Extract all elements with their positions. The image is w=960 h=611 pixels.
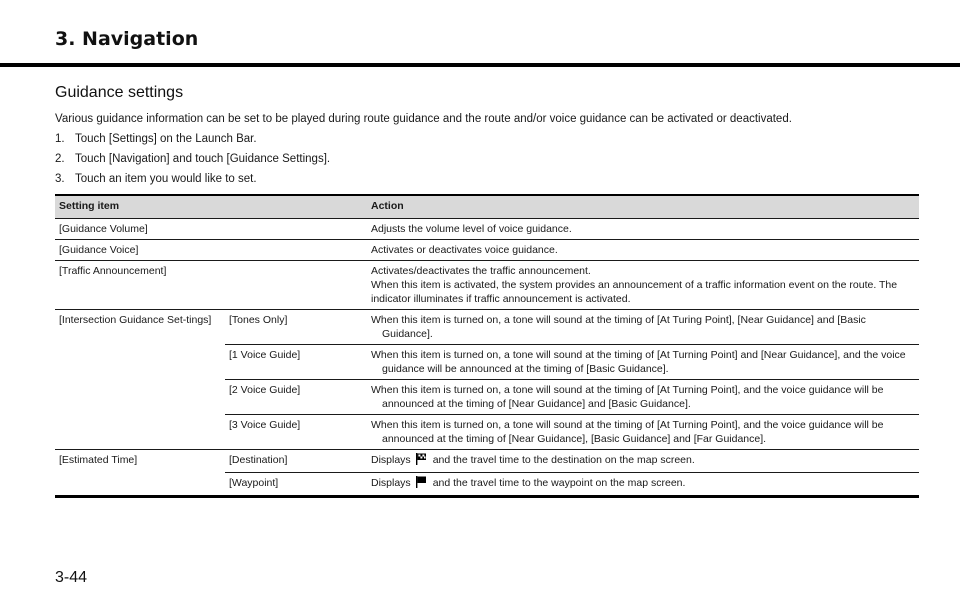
action-note: When this item is activated, the system provides an announcement of a traffic information event on the route. The indicator illuminates if traffic announcement is activated. xyxy=(371,279,898,305)
action-suffix: and the travel time to the waypoint on the map screen. xyxy=(432,477,686,489)
setting-item-cell: [Estimated Time] xyxy=(55,450,225,497)
action-text: When this item is turned on, a tone will sound at the timing of [At Turning Point], and the voice guidance will be announced at the timing of [Near Guidance], [Basic Guidance] and [Far Guidance]. xyxy=(371,419,884,445)
table-row xyxy=(55,450,919,473)
sub-item-cell: [Tones Only] xyxy=(225,310,367,345)
sub-item-cell: [2 Voice Guide] xyxy=(225,380,367,415)
page-number: 3-44 xyxy=(55,569,88,586)
step-text: Touch [Settings] on the Launch Bar. xyxy=(75,133,257,145)
action-cell xyxy=(367,310,919,345)
step-text: Touch [Navigation] and touch [Guidance Settings]. xyxy=(75,153,331,165)
step-3 xyxy=(55,173,257,185)
table-row xyxy=(55,310,919,345)
setting-item-cell: [Guidance Volume] xyxy=(55,219,367,240)
table-row xyxy=(55,219,919,240)
action-cell: Adjusts the volume level of voice guidance. xyxy=(367,219,919,240)
chapter-title: 3. Navigation xyxy=(55,28,199,50)
action-suffix: and the travel time to the destination on the map screen. xyxy=(432,454,695,466)
sub-item-cell: [Waypoint] xyxy=(225,473,367,497)
step-1 xyxy=(55,133,257,145)
action-cell xyxy=(367,450,919,473)
table-row xyxy=(55,240,919,261)
guidance-settings-table xyxy=(55,194,919,498)
sub-item-cell: [3 Voice Guide] xyxy=(225,415,367,450)
action-text: When this item is turned on, a tone will sound at the timing of [At Turning Point] and [Near Guidance], and the voice guidance will be announced at the timing of [Basic Guidance]. xyxy=(371,349,906,375)
checkered-flag-icon xyxy=(415,453,427,469)
action-prefix: Displays xyxy=(371,477,411,489)
action-text: When this item is turned on, a tone will sound at the timing of [At Turning Point], and the voice guidance will be announced at the timing of [Near Guidance] and [Basic Guidance]. xyxy=(371,384,884,410)
step-number: 3. xyxy=(55,173,65,185)
action-cell xyxy=(367,261,919,310)
table-header-row xyxy=(55,195,919,219)
setting-item-cell: [Traffic Announcement] xyxy=(55,261,367,310)
setting-item-cell: [Guidance Voice] xyxy=(55,240,367,261)
solid-flag-icon xyxy=(415,476,427,492)
intro-paragraph: Various guidance information can be set to be played during route guidance and the route and/or voice guidance can be activated or deactivated. xyxy=(55,113,792,125)
action-cell xyxy=(367,415,919,450)
section-title: Guidance settings xyxy=(55,84,184,101)
action-cell: Activates or deactivates voice guidance. xyxy=(367,240,919,261)
header-setting-item: Setting item xyxy=(55,195,367,219)
step-number: 1. xyxy=(55,133,65,145)
action-cell xyxy=(367,380,919,415)
action-cell xyxy=(367,473,919,497)
table-row xyxy=(55,261,919,310)
sub-item-cell: [Destination] xyxy=(225,450,367,473)
step-number: 2. xyxy=(55,153,65,165)
setting-item-cell: [Intersection Guidance Set-tings] xyxy=(55,310,225,450)
sub-item-cell: [1 Voice Guide] xyxy=(225,345,367,380)
step-text: Touch an item you would like to set. xyxy=(75,173,257,185)
header-rule xyxy=(0,63,960,67)
action-text: When this item is turned on, a tone will sound at the timing of [At Turing Point], [Near Guidance] and [Basic Guidance]. xyxy=(371,314,866,340)
action-line: Activates/deactivates the traffic announcement. xyxy=(371,265,591,277)
action-prefix: Displays xyxy=(371,454,411,466)
action-cell xyxy=(367,345,919,380)
header-action: Action xyxy=(367,195,919,219)
step-2 xyxy=(55,153,330,165)
